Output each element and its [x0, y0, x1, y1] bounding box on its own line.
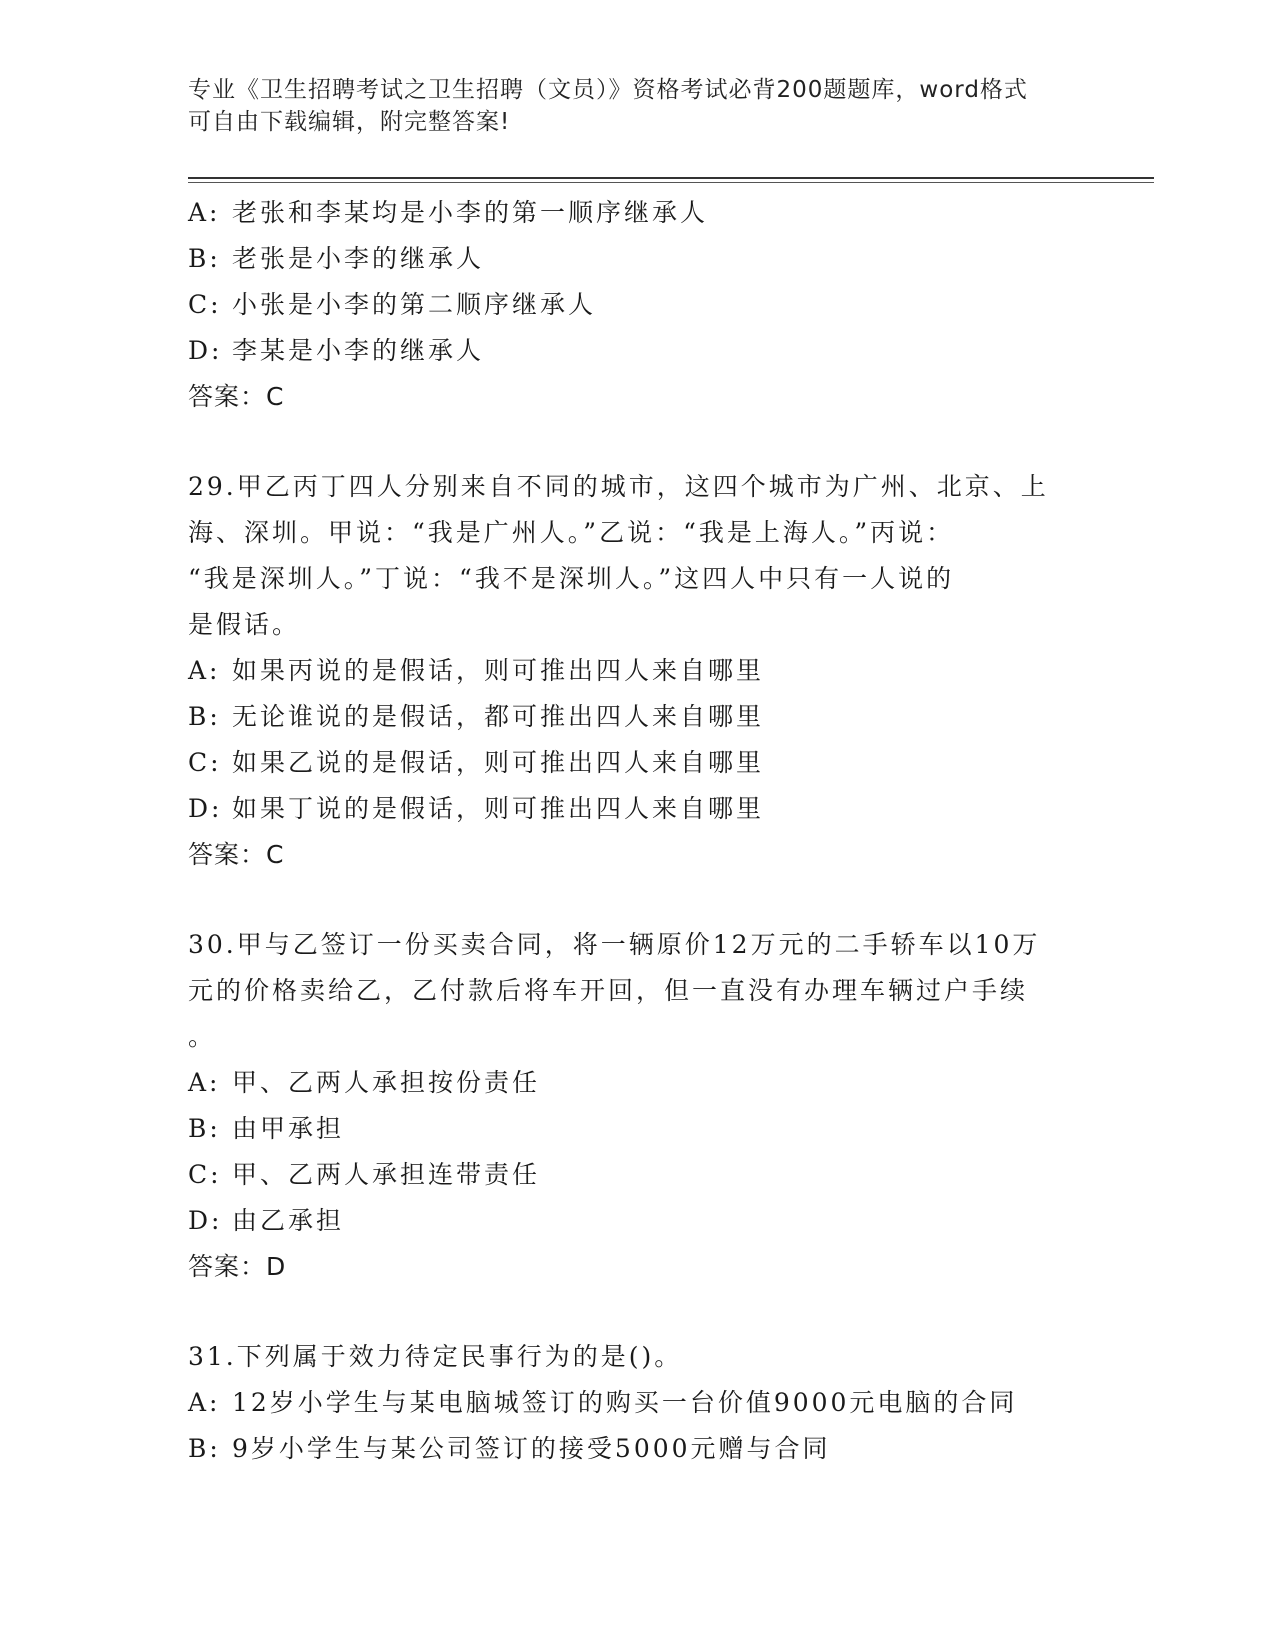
- option-label: A:: [188, 1388, 221, 1417]
- option-text: 如果乙说的是假话，则可推出四人来自哪里: [232, 748, 765, 777]
- question-28: [188, 190, 1068, 420]
- option-d: [188, 786, 1068, 832]
- spacer: [188, 420, 1068, 464]
- header-title-line1: 专业《卫生招聘考试之卫生招聘（文员）》资格考试必背200题题库，word格式: [188, 77, 1028, 103]
- option-label: B:: [188, 244, 221, 273]
- option-b: [188, 236, 1068, 282]
- option-text: 9岁小学生与某公司签订的接受5000元赠与合同: [232, 1434, 831, 1463]
- option-text: 甲、乙两人承担按份责任: [232, 1068, 541, 1097]
- option-text: 小张是小李的第二顺序继承人: [232, 290, 597, 319]
- answer: 答案：D: [188, 1252, 287, 1281]
- question-text-line: 元的价格卖给乙，乙付款后将车开回，但一直没有办理车辆过户手续: [188, 976, 1029, 1005]
- option-c: [188, 282, 1068, 328]
- option-text: 如果丙说的是假话，则可推出四人来自哪里: [232, 656, 765, 685]
- option-d: [188, 1198, 1068, 1244]
- option-a: [188, 190, 1068, 236]
- question-text-line: 海、深圳。甲说：“我是广州人。”乙说：“我是上海人。”丙说：: [188, 518, 955, 547]
- question-text-line: 31.下列属于效力待定民事行为的是()。: [188, 1342, 683, 1371]
- option-d: [188, 328, 1068, 374]
- option-label: D:: [188, 336, 223, 365]
- header-divider: [188, 177, 1154, 179]
- option-label: A:: [188, 656, 221, 685]
- answer: 答案：C: [188, 382, 285, 411]
- option-label: D:: [188, 794, 223, 823]
- option-a: [188, 648, 1068, 694]
- option-label: C:: [188, 1160, 222, 1189]
- option-c: [188, 740, 1068, 786]
- option-c: [188, 1152, 1068, 1198]
- question-text-line: 29.甲乙丙丁四人分别来自不同的城市，这四个城市为广州、北京、上: [188, 472, 1049, 501]
- option-label: C:: [188, 290, 222, 319]
- answer: 答案：C: [188, 840, 285, 869]
- option-label: C:: [188, 748, 222, 777]
- option-text: 12岁小学生与某电脑城签订的购买一台价值9000元电脑的合同: [232, 1388, 1018, 1417]
- question-text-line: “我是深圳人。”丁说：“我不是深圳人。”这四人中只有一人说的: [188, 564, 955, 593]
- option-b: [188, 1426, 1068, 1472]
- option-b: [188, 694, 1068, 740]
- header-divider-thin: [188, 182, 1154, 183]
- document-body: [188, 190, 1068, 1472]
- option-text: 由甲承担: [232, 1114, 345, 1143]
- question-text-line: 是假话。: [188, 610, 301, 639]
- question-text-line: 30.甲与乙签订一份买卖合同，将一辆原价12万元的二手轿车以10万: [188, 930, 1041, 959]
- question-text-line: 。: [188, 1022, 217, 1051]
- question-30: [188, 922, 1068, 1290]
- header-title-line2: 可自由下载编辑，附完整答案!: [188, 109, 511, 135]
- option-label: B:: [188, 702, 221, 731]
- spacer: [188, 1290, 1068, 1334]
- option-text: 老张和李某均是小李的第一顺序继承人: [232, 198, 709, 227]
- option-text: 李某是小李的继承人: [232, 336, 485, 365]
- document-header: [188, 74, 1068, 138]
- option-text: 由乙承担: [232, 1206, 345, 1235]
- option-text: 无论谁说的是假话，都可推出四人来自哪里: [232, 702, 765, 731]
- question-31: [188, 1334, 1068, 1472]
- option-text: 老张是小李的继承人: [232, 244, 485, 273]
- option-label: A:: [188, 198, 221, 227]
- option-text: 甲、乙两人承担连带责任: [232, 1160, 541, 1189]
- option-b: [188, 1106, 1068, 1152]
- option-label: B:: [188, 1114, 221, 1143]
- question-29: [188, 464, 1068, 878]
- option-text: 如果丁说的是假话，则可推出四人来自哪里: [232, 794, 765, 823]
- option-a: [188, 1060, 1068, 1106]
- spacer: [188, 878, 1068, 922]
- option-label: D:: [188, 1206, 223, 1235]
- option-label: B:: [188, 1434, 221, 1463]
- option-a: [188, 1380, 1068, 1426]
- option-label: A:: [188, 1068, 221, 1097]
